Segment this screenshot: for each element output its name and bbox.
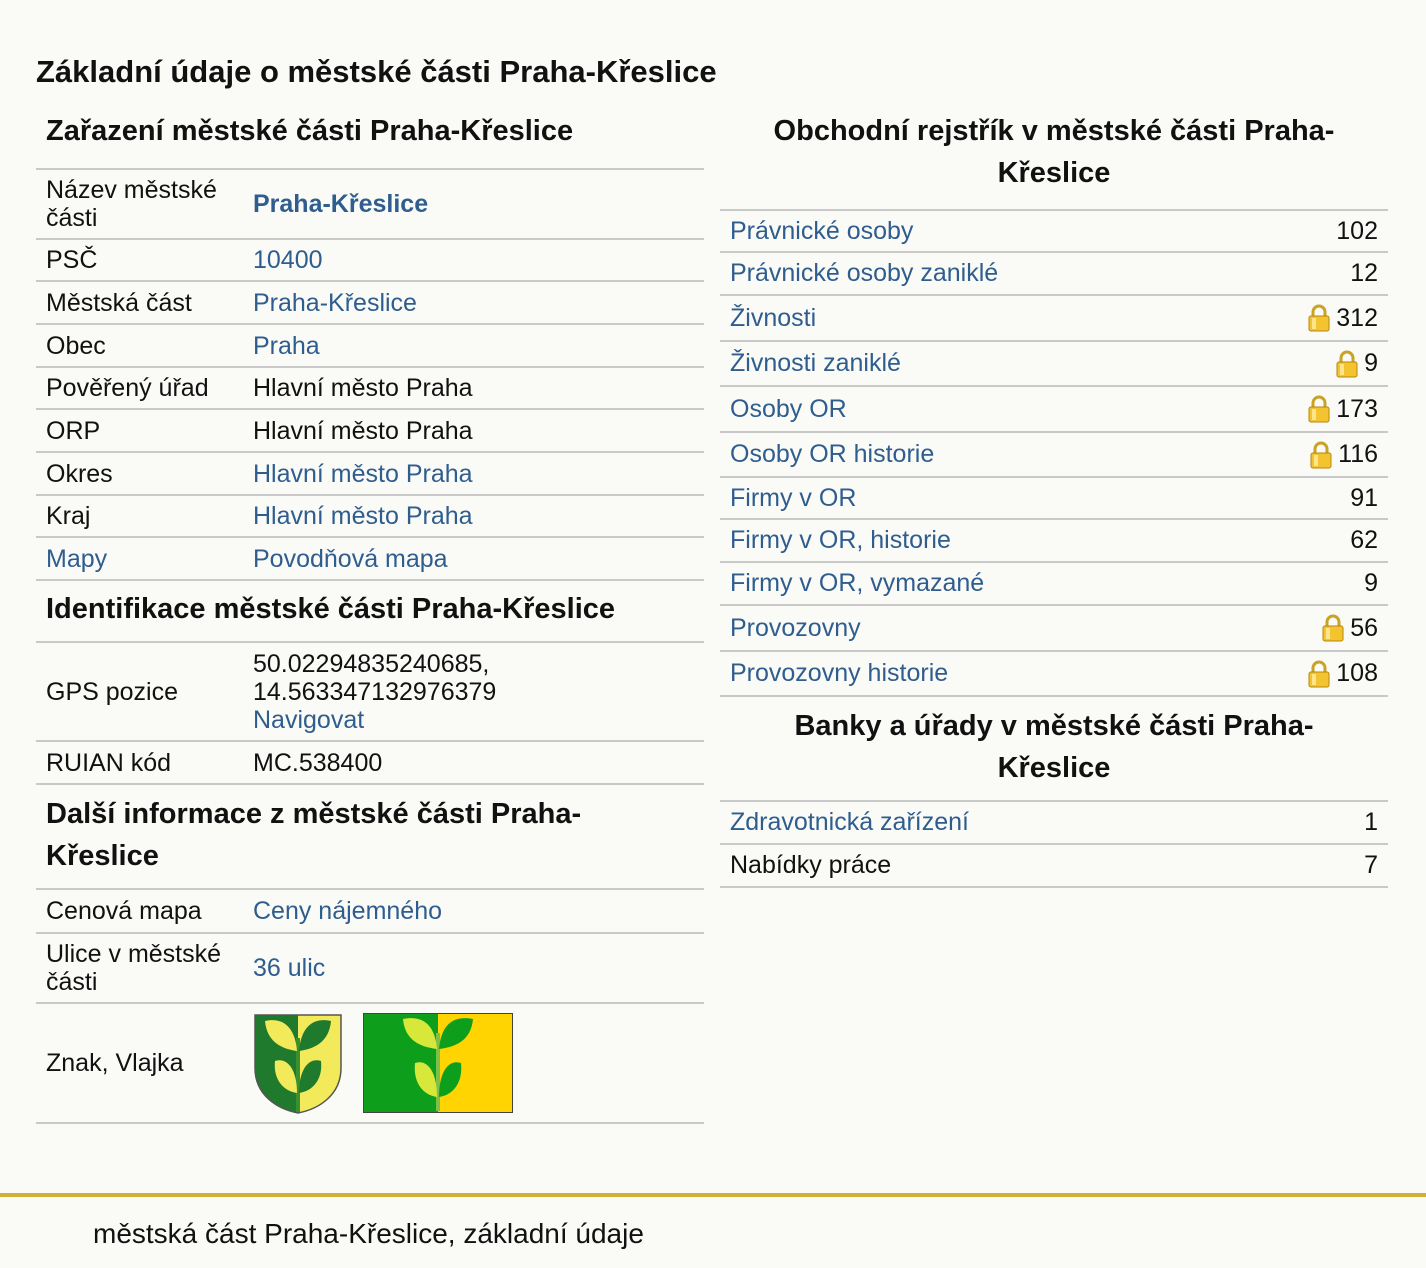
- rejstrik-row-value-wrap: [1308, 395, 1378, 424]
- zarazeni-row-label: Kraj: [46, 502, 91, 530]
- gps-row: [36, 643, 704, 742]
- rejstrik-row-value: 312: [1336, 303, 1378, 332]
- lock-icon: [1308, 660, 1330, 688]
- banky-row: [720, 845, 1388, 888]
- rejstrik-row-link[interactable]: Firmy v OR, historie: [730, 526, 951, 554]
- rejstrik-row-value-wrap: [1308, 304, 1378, 333]
- rejstrik-row-value: 108: [1336, 659, 1378, 687]
- zarazeni-row-label: PSČ: [46, 246, 98, 274]
- footer-text: městská část Praha-Křeslice, základní údaje: [93, 1218, 644, 1249]
- right-column: [720, 110, 1388, 888]
- zarazeni-row-label: Okres: [46, 459, 113, 488]
- page-title: Základní údaje o městské části Praha-Křeslice: [36, 54, 717, 89]
- zarazeni-row-label: ORP: [46, 416, 101, 445]
- rejstrik-row-value-wrap: [1350, 526, 1378, 555]
- zarazeni-table: [36, 170, 704, 581]
- rejstrik-row-link[interactable]: Firmy v OR, vymazané: [730, 569, 985, 597]
- ruian-label: RUIAN kód: [46, 748, 172, 777]
- rejstrik-row: [720, 296, 1388, 342]
- lock-icon: [1308, 395, 1330, 423]
- rejstrik-row-value: 56: [1350, 613, 1378, 642]
- rejstrik-row-value-wrap: [1336, 349, 1378, 378]
- lock-icon: [1336, 350, 1358, 378]
- zarazeni-row-value: Hlavní město Praha: [253, 416, 473, 445]
- rejstrik-table: [720, 211, 1388, 697]
- rejstrik-row-value: 9: [1364, 349, 1378, 377]
- streets-row: [36, 934, 704, 1004]
- lock-icon: [1308, 304, 1330, 332]
- section-heading-identifikace: Identifikace městské části Praha-Křeslice: [36, 581, 704, 643]
- zarazeni-row: [36, 368, 704, 410]
- rejstrik-row-value: 62: [1350, 526, 1378, 554]
- zarazeni-row-value[interactable]: Praha: [253, 331, 320, 360]
- rejstrik-row-link[interactable]: Právnické osoby: [730, 216, 914, 245]
- section-heading-rejstrik: Obchodní rejstřík v městské části Praha-Křeslice: [720, 110, 1388, 211]
- rejstrik-row-link[interactable]: Živnosti: [730, 303, 817, 332]
- rejstrik-row: [720, 211, 1388, 253]
- rejstrik-row-value: 91: [1350, 483, 1378, 512]
- zarazeni-row-value[interactable]: Praha-Křeslice: [253, 190, 429, 218]
- rejstrik-row-link[interactable]: Provozovny historie: [730, 659, 949, 687]
- rejstrik-row-value: 9: [1364, 569, 1378, 597]
- zarazeni-row-value: Hlavní město Praha: [253, 374, 473, 402]
- banky-row-value: 7: [1364, 851, 1378, 879]
- emblem-row: [36, 1004, 704, 1124]
- navigate-link[interactable]: Navigovat: [253, 705, 365, 734]
- streets-link[interactable]: 36 ulic: [253, 954, 326, 982]
- rejstrik-row: [720, 433, 1388, 478]
- rejstrik-row: [720, 520, 1388, 563]
- gps-latitude: 50.02294835240685,: [253, 649, 490, 678]
- price-map-row: [36, 890, 704, 934]
- zarazeni-row-value[interactable]: Povodňová mapa: [253, 544, 448, 573]
- zarazeni-row-label: Název městské části: [46, 176, 217, 232]
- gps-value: [253, 650, 704, 734]
- flag-icon[interactable]: [363, 1013, 513, 1113]
- rejstrik-row-value: 12: [1350, 259, 1378, 287]
- zarazeni-row-value[interactable]: Hlavní město Praha: [253, 502, 473, 530]
- section-heading-dalsi: Další informace z městské části Praha-Křeslice: [36, 785, 704, 890]
- rejstrik-row: [720, 253, 1388, 296]
- rejstrik-row-value: 173: [1336, 394, 1378, 423]
- section-heading-zarazeni: Zařazení městské části Praha-Křeslice: [36, 110, 704, 170]
- banky-row-value: 1: [1364, 808, 1378, 836]
- price-map-label: Cenová mapa: [46, 897, 202, 925]
- price-map-link[interactable]: Ceny nájemného: [253, 897, 443, 925]
- rejstrik-row: [720, 606, 1388, 652]
- rejstrik-row-value-wrap: [1336, 217, 1378, 246]
- lock-icon: [1310, 441, 1332, 469]
- zarazeni-row-value[interactable]: Praha-Křeslice: [253, 288, 417, 317]
- rejstrik-row: [720, 478, 1388, 520]
- coat-of-arms-icon[interactable]: [253, 1013, 343, 1114]
- section-heading-banky: Banky a úřady v městské části Praha-Křeslice: [720, 697, 1388, 802]
- rejstrik-row-value-wrap: [1350, 259, 1378, 288]
- banky-row-label: Nabídky práce: [730, 851, 892, 879]
- zarazeni-row: [36, 496, 704, 538]
- left-column: [36, 110, 704, 1124]
- rejstrik-row: [720, 342, 1388, 387]
- zarazeni-row-value[interactable]: Hlavní město Praha: [253, 459, 473, 488]
- ruian-row: [36, 742, 704, 785]
- gps-label: GPS pozice: [46, 677, 179, 706]
- rejstrik-row-value-wrap: [1310, 440, 1378, 469]
- zarazeni-row: [36, 282, 704, 325]
- banky-table: [720, 802, 1388, 888]
- streets-label: Ulice v městské části: [46, 940, 222, 996]
- zarazeni-row: [36, 453, 704, 496]
- rejstrik-row-value-wrap: [1364, 569, 1378, 598]
- zarazeni-row: [36, 240, 704, 282]
- banky-row-label[interactable]: Zdravotnická zařízení: [730, 808, 969, 836]
- rejstrik-row-link[interactable]: Provozovny: [730, 613, 861, 642]
- rejstrik-row: [720, 563, 1388, 606]
- zarazeni-row: [36, 538, 704, 581]
- rejstrik-row: [720, 387, 1388, 433]
- rejstrik-row-link[interactable]: Živnosti zaniklé: [730, 349, 901, 377]
- zarazeni-row-label: Pověřený úřad: [46, 374, 209, 402]
- zarazeni-row-label: Městská část: [46, 288, 192, 317]
- zarazeni-row: [36, 325, 704, 368]
- zarazeni-row: [36, 170, 704, 240]
- rejstrik-row-link[interactable]: Firmy v OR: [730, 483, 857, 512]
- zarazeni-row: [36, 410, 704, 453]
- zarazeni-row-value[interactable]: 10400: [253, 246, 323, 274]
- emblem-label: Znak, Vlajka: [46, 1049, 184, 1077]
- footer-rule: [0, 1193, 1426, 1197]
- banky-row: [720, 802, 1388, 845]
- rejstrik-row-link[interactable]: Osoby OR historie: [730, 440, 935, 468]
- zarazeni-row-label[interactable]: Mapy: [46, 544, 108, 573]
- zarazeni-row-label: Obec: [46, 331, 106, 360]
- rejstrik-row-link[interactable]: Osoby OR: [730, 394, 847, 423]
- rejstrik-row-value: 116: [1338, 440, 1378, 468]
- rejstrik-row-value: 102: [1336, 216, 1378, 245]
- lock-icon: [1322, 614, 1344, 642]
- rejstrik-row-value-wrap: [1350, 484, 1378, 513]
- ruian-value: MC.538400: [253, 748, 383, 777]
- rejstrik-row-value-wrap: [1308, 659, 1378, 688]
- rejstrik-row-value-wrap: [1322, 614, 1378, 643]
- gps-longitude: 14.563347132976379: [253, 677, 497, 706]
- rejstrik-row-link[interactable]: Právnické osoby zaniklé: [730, 259, 999, 287]
- rejstrik-row: [720, 652, 1388, 697]
